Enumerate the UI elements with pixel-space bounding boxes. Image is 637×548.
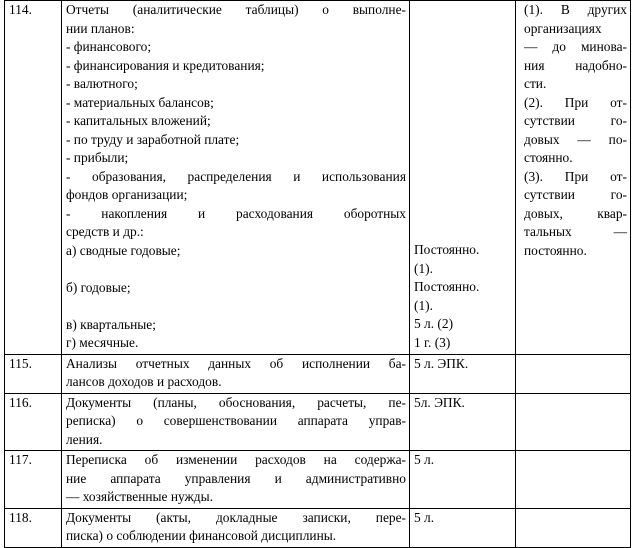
retention-period [410, 354, 516, 393]
period-line: 1 г. (3) [414, 334, 451, 350]
note-line: тальных — [524, 224, 627, 239]
note-line: (1). В других [524, 2, 627, 17]
title-line: - валютного; [66, 76, 138, 91]
title-line: ние аппарата управления и административно [66, 470, 406, 486]
title-line: Переписка об изменении расходов на содержа- [66, 452, 406, 467]
title-line: реписка) о совершенствовании аппарата управ- [66, 413, 406, 428]
article-note [516, 354, 631, 393]
title-line: - по труду и заработной плате; [66, 131, 240, 147]
article-number: 117. [5, 451, 62, 509]
article-number: 116. [5, 393, 62, 451]
period-line: Постоянно. [414, 279, 480, 294]
period-line: 5 л. ЭПК. [414, 355, 469, 371]
note-line: довых, квар- [524, 205, 627, 221]
period-line: 5 л. [414, 452, 435, 467]
period-line: 5л. ЭПК. [414, 394, 465, 410]
title-line: писка) о соблюдении финансовой дисциплины. [66, 528, 337, 543]
note-line: (3). При от- [524, 168, 627, 184]
article-note [516, 451, 631, 509]
table-row [5, 393, 631, 451]
title-line: Анализы отчетных данных об исполнении ба- [66, 355, 406, 371]
retention-period [410, 1, 516, 355]
table-row [5, 1, 631, 355]
title-line: б) годовые; [66, 279, 131, 295]
title-line: Документы (планы, обоснования, расчеты, пе- [66, 394, 406, 410]
title-line: - прибыли; [66, 150, 129, 165]
note-line: организациях [524, 20, 602, 36]
title-line: Документы (акты, докладные записки, пере- [66, 509, 406, 525]
note-line: ния надобно- [524, 57, 627, 73]
title-line: - финансового; [66, 39, 152, 54]
note-line: стоянно. [524, 150, 573, 165]
table-row [5, 508, 631, 547]
title-line: ления. [66, 431, 103, 447]
note-line: (2). При от- [524, 94, 627, 110]
note-line: постоянно. [524, 242, 587, 258]
article-number: 114. [5, 1, 62, 355]
article-title [62, 508, 410, 547]
article-note [516, 393, 631, 451]
title-line: фондов организации; [66, 187, 188, 202]
note-line: довых — по- [524, 131, 627, 147]
note-line: сутствии го- [524, 187, 627, 202]
title-line: в) квартальные; [66, 316, 156, 332]
table-row [5, 451, 631, 509]
period-line: 5 л. (2) [414, 316, 454, 331]
title-line: - капитальных вложений; [66, 113, 211, 128]
period-line: (1). [414, 297, 433, 313]
note-line: сутствии го- [524, 113, 627, 128]
article-number: 118. [5, 508, 62, 547]
note-line: сти. [524, 76, 547, 91]
title-line: - накопления и расходования оборотных [66, 205, 406, 221]
period-line: Постоянно. [414, 242, 480, 257]
period-line: 5 л. [414, 509, 435, 525]
title-line: средств и др.: [66, 224, 144, 239]
title-line: - образования, распределения и использования [66, 168, 406, 184]
retention-period [410, 451, 516, 509]
retention-period [410, 393, 516, 451]
article-number: 115. [5, 354, 62, 393]
retention-period [410, 508, 516, 547]
article-title [62, 1, 410, 355]
table-row [5, 354, 631, 393]
title-line: Отчеты (аналитические таблицы) о выполне- [66, 2, 406, 17]
records-table [4, 0, 631, 548]
article-note [516, 508, 631, 547]
article-title [62, 393, 410, 451]
article-note [516, 1, 631, 355]
title-line: а) сводные годовые; [66, 242, 181, 258]
article-title [62, 354, 410, 393]
title-line: нии планов: [66, 20, 135, 36]
title-line: — хозяйственные нужды. [66, 489, 213, 504]
title-line: г) месячные. [66, 335, 139, 350]
period-line: (1). [414, 260, 433, 276]
title-line: лансов доходов и расходов. [66, 374, 222, 389]
title-line: - материальных балансов; [66, 94, 214, 110]
title-line: - финансирования и кредитования; [66, 57, 265, 73]
note-line: — до минова- [524, 39, 627, 54]
article-title [62, 451, 410, 509]
